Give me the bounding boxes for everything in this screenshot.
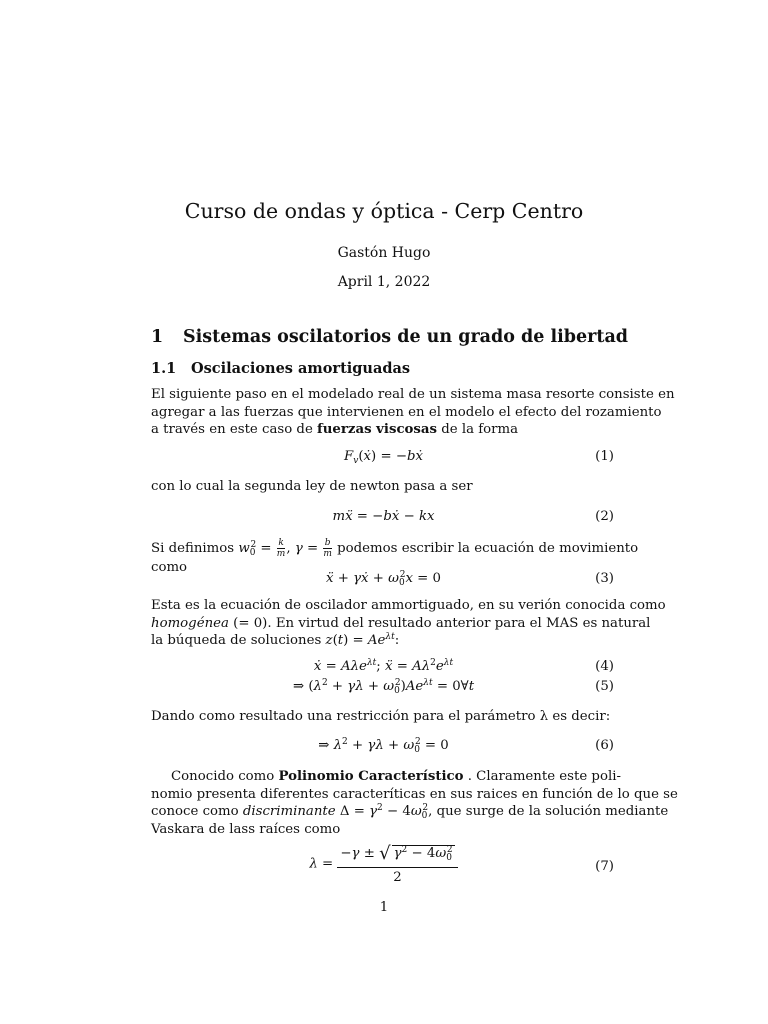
bold-term: fuerzas viscosas (317, 422, 437, 437)
document-date: April 1, 2022 (337, 274, 431, 290)
equation-5: ⇒ $(\lambda^2 + \gamma\lambda + \omega_0^2)Ae^{\lambda t}$ = 0∀t (5) (292, 678, 614, 696)
equation-6: ⇒ $\lambda^2 + \gamma\lambda + \omega_0^2 = 0$ (6) (318, 737, 614, 755)
section-heading (151, 327, 628, 347)
paragraph-homogeneous (151, 597, 666, 650)
section-number: 1 (151, 327, 164, 347)
paragraph-characteristic (151, 768, 678, 838)
equation-1: $F_v(ẋ)$ = −bẋ (1) (344, 449, 614, 466)
equation-7: λ = $\frac{-\gamma \pm √ \gamma^2 - 4\omega_0^2}{2}$ (7) (309, 843, 614, 885)
paragraph-line: agregar a las fuerzas que intervienen en el modelo el efecto del rozamiento (151, 404, 662, 420)
paragraph-line: nomio presenta diferentes caracteríticas en sus raices en función de lo que se (151, 786, 678, 802)
paragraph-line: Esta es la ecuación de oscilador ammortiguado, en su verión conocida como (151, 598, 666, 613)
equation-number: (4) (595, 659, 614, 674)
bold-term: Polinomio Característico (278, 769, 464, 784)
equation-number: (1) (595, 449, 614, 464)
paragraph-line: la búqueda de soluciones $z(t) = Ae^{\lambda t}$: (151, 632, 400, 648)
paragraph-line: a través en este caso de fuerzas viscosas de la forma (151, 422, 519, 437)
paragraph-intro (151, 386, 675, 439)
document-author: Gastón Hugo (337, 245, 431, 261)
equation-4: ẋ = Aλe$^{\lambda t}$; ẍ = $A\lambda^2e^{\lambda t}$ (4) (313, 658, 614, 674)
paragraph-line: Si definimos $w_0^2$ = $\frac{k}{m}$ , γ = $\frac{b}{m}$ podemos escribir la ecuación de movimiento (151, 538, 639, 559)
paragraph-line: Conocido como Polinomio Característico . Claramente este poli- (171, 769, 621, 784)
equation-number: (2) (595, 509, 614, 524)
section-title: Sistemas oscilatorios de un grado de libertad (183, 327, 629, 347)
equation-number: (6) (595, 738, 614, 753)
paragraph-line: homogénea (= 0). En virtud del resultado anterior para el MAS es natural (151, 615, 651, 631)
equation-number: (5) (595, 679, 614, 694)
paragraph-line: Dando como resultado una restricción para el parámetro λ es decir: (151, 709, 611, 724)
paragraph-line: Vaskara de lass raíces como (151, 821, 341, 837)
paragraph-restriction (151, 708, 616, 726)
paragraph-line: conoce como discriminante $\Delta = \gamma^2 - 4\omega_0^2$, que surge de la solución mediante (151, 803, 669, 821)
paragraph-line: El siguiente paso en el modelado real de un sistema masa resorte consiste en (151, 387, 675, 402)
page-number: 1 (379, 900, 389, 915)
paragraph-line: como (151, 560, 188, 575)
paragraph-newton (151, 478, 616, 496)
subsection-heading (151, 360, 410, 377)
equation-2: mẍ = −bẋ − kx (2) (332, 509, 614, 524)
equation-3: ẍ + γẋ + $\omega_0^2x = 0$ (3) (325, 570, 614, 588)
paragraph-line: con lo cual la segunda ley de newton pasa a ser (151, 479, 473, 494)
document-title: Curso de ondas y óptica - Cerp Centro (184, 199, 584, 223)
equation-number: (7) (595, 859, 614, 874)
subsection-number: 1.1 (151, 360, 177, 377)
equation-number: (3) (595, 571, 614, 586)
subsection-title: Oscilaciones amortiguadas (191, 360, 411, 377)
